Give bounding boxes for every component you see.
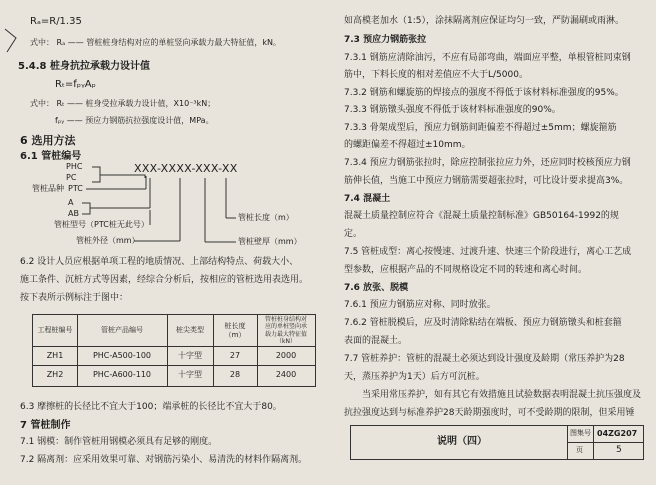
model-label: 管桩型号（PTC桩无此号） (54, 220, 149, 229)
table-cell: 十字型 (178, 370, 202, 379)
model-ab: AB (68, 209, 79, 218)
document-page: Rₐ=R/1.35 式中： Rₐ —— 管桩桩身结构对应的单桩竖向承载力最大特征值，kN。 5.4.8 桩身抗拉承载力设计值 Rₜ=fₚᵧAₚ 式中： Rₜ —— 桩身受拉承载力设计值，X10⁻³kN； fₚᵧ —— 预应力钢筋抗拉强度设计值，MPa。 6 选用方法 6.1 管桩编号 XXX-XXXX-XXX-XX PHC PC 管桩品种 PTC A AB 管桩型号（PTC桩无此号） 管桩外径（mm） 管桩长度（m） 管桩壁厚（mm） 6.2 设计人员应根据单项工程的地质情况、上部结构特点、荷载大小、 施工条件、沉桩方式等因素，经综合分析后，按相应的管桩选用表选用。 按下表所示例标注于图中： 工程桩编号 管桩产品编号 桩尖类型 桩长度 （m） 管桩桩身结构对 应的单桩竖向承 载力最大特征值 （kN） ZH1 PHC-A500-100 十字型 27 2000 ZH2 PHC-A600-110 十字型 28 2400 6.3 摩擦桩的长径比不宜大于100；端承桩的长径比不宜大于80。 7 管桩制作 7.1 钢模：制作管桩用钢模必须具有足够的刚度。 7.2 隔离剂：应采用效果可靠、对钢筋污染小、易清洗的材料作隔离剂。 如高模老加水（1:5），涂抹隔离剂应保证均匀一致，严防漏刷或雨淋。 7.3 预应力钢筋张拉 7.3.1 钢筋应清除油污，不应有局部弯曲，端面应平整，单根管桩同束钢 筋中，下料长度的相对差值应不大于L/5000。 7.3.2 钢筋和螺旋筋的焊接点的强度不得低于该材料标准强度的95%。 7.3.3 钢筋镦头强度不得低于该材料标准强度的90%。 7.3.3 骨架成型后，预应力钢筋间距偏差不得超过±5mm；螺旋箍筋 的螺距偏差不得超过±10mm。 7.3.4 预应力钢筋张拉时，除应控制张拉应力外，还应同时校核预应力钢 筋伸长值，当施工中预应力钢筋需要超张拉时，可比设计要求提高3%。 7.4 混凝土 混凝土质量控制应符合《混凝土质量控制标准》GB50164-1992的规 定。 7.5 管桩成型：离心按慢速、过渡升速、快速三个阶段进行，离心工艺成 型参数，应根据产品的不同规格设定不同的转速和离心时间。 7.6 放张、脱模 7.6.1 预应力钢筋应对称、同时放张。 7.6.2 管桩脱模后，应及时清除粘结在端板、预应力钢筋镦头和桩套箍 表面的混凝土。 7.7 管桩养护：管桩的混凝土必须达到设计强度及龄期（常压养护为28 天，蒸压养护为1天）后方可沉桩。 当采用常压养护，如有其它有效措施且试验数据表明混凝土抗压强度及 说明（四） 图集号 04ZG207 页 5 抗拉强度达到与标准养护28天龄期强度时，可不受龄期的限制，但采用锤 (0, 0, 656, 485)
atlas-label: 图集号 (570, 429, 591, 437)
section-5-4-8: 5.4.8 桩身抗拉承载力设计值 (18, 61, 150, 72)
para-6-2-line1: 6.2 设计人员应根据单项工程的地质情况、上部结构特点、荷载大小、 (20, 257, 299, 267)
diameter-label: 管桩外径（mm） (76, 236, 140, 245)
table-cell: ZH1 (46, 350, 64, 360)
para-7-3-2: 7.3.2 钢筋和螺旋筋的焊接点的强度不得低于该材料标准强度的95%。 (344, 88, 624, 98)
table-cell: PHC-A600-110 (92, 370, 152, 379)
table-cell: 27 (229, 350, 241, 360)
para-7-7-b: 天，蒸压养护为1天）后方可沉桩。 (344, 372, 485, 382)
para-6-2-line3: 按下表所示例标注于图中： (20, 293, 129, 303)
table-header-cell: 工程桩编号 (37, 326, 73, 335)
section-7-4: 7.4 混凝土 (344, 194, 391, 204)
section-6: 6 选用方法 (20, 134, 76, 147)
para-7-3-4-b: 筋伸长值，当施工中预应力钢筋需要超张拉时，可比设计要求提高3%。 (344, 176, 629, 186)
page-number: 5 (616, 445, 622, 455)
pile-selection-table (32, 314, 316, 387)
para-7-3-4-a: 7.3.4 预应力钢筋张拉时，除应控制张拉应力外，还应同时校核预应力钢 (344, 158, 631, 168)
para-7-3-1-a: 7.3.1 钢筋应清除油污，不应有局部弯曲，端面应平整，单根管桩同束钢 (344, 53, 631, 63)
definition-ra: 式中： Rₐ —— 管桩桩身结构对应的单桩竖向承载力最大特征值，kN。 (30, 38, 281, 47)
para-7-7-a: 7.7 管桩养护：管桩的混凝土必须达到设计强度及龄期（常压养护为28 (344, 354, 625, 364)
type-phc: PHC (66, 162, 83, 171)
para-7-6-1: 7.6.1 预应力钢筋应对称、同时放张。 (344, 300, 496, 310)
para-7-6-2-a: 7.6.2 管桩脱模后，应及时清除粘结在端板、预应力钢筋镦头和桩套箍 (344, 318, 622, 328)
para-7-4b: 定。 (344, 229, 363, 239)
sheet-title: 说明（四） (437, 436, 487, 447)
table-header-cell: 管桩产品编号 (101, 326, 143, 335)
type-pc: PC (66, 173, 77, 182)
para-6-2-line2: 施工条件、沉桩方式等因素，经综合分析后，按相应的管桩选用表选用。 (20, 275, 309, 285)
para-7-6-2-b: 表面的混凝土。 (344, 336, 408, 346)
pile-code-template: XXX-XXXX-XXX-XX (134, 162, 238, 175)
section-7-3: 7.3 预应力钢筋张拉 (344, 35, 427, 45)
formula-rt: Rₜ=fₚᵧAₚ (55, 79, 96, 90)
table-cell: PHC-A500-100 (92, 350, 152, 360)
definition-fpy: fₚᵧ —— 预应力钢筋抗拉强度设计值，MPa。 (55, 116, 214, 125)
para-7-1: 7.1 钢模：制作管桩用钢模必须具有足够的刚度。 (20, 437, 218, 447)
atlas-number: 04ZG207 (597, 429, 638, 438)
table-cell: 2000 (275, 350, 297, 360)
para-7-2: 7.2 隔离剂：应采用效果可靠、对钢筋污染小、易清洗的材料作隔离剂。 (20, 455, 308, 465)
section-6-1: 6.1 管桩编号 (20, 151, 82, 162)
para-7-5-b: 型参数，应根据产品的不同规格设定不同的转速和离心时间。 (344, 265, 588, 275)
table-header-cell: 桩长度 （m） (224, 321, 246, 339)
para-7-5-a: 7.5 管桩成型：离心按慢速、过渡升速、快速三个阶段进行，离心工艺成 (344, 247, 632, 257)
para-6-3: 6.3 摩擦桩的长径比不宜大于100；端承桩的长径比不宜大于80。 (20, 402, 282, 412)
title-block (350, 425, 644, 460)
type-name-label: 管桩品种 (32, 184, 64, 193)
table-header-cell: 管桩桩身结构对 应的单桩竖向承 载力最大特征值 （kN） (264, 315, 307, 345)
type-ptc: PTC (68, 184, 83, 193)
table-cell: 28 (229, 370, 241, 379)
length-label: 管桩长度（m） (238, 213, 294, 222)
right-line-1: 如高模老加水（1:5），涂抹隔离剂应保证均匀一致，严防漏刷或雨淋。 (344, 16, 624, 26)
table-header-cell: 桩尖类型 (176, 326, 204, 335)
para-7-3-3b-b: 的螺距偏差不得超过±10mm。 (344, 140, 471, 150)
para-7-4: 混凝土质量控制应符合《混凝土质量控制标准》GB50164-1992的规 (344, 211, 619, 221)
table-cell: 十字型 (178, 350, 202, 360)
para-7-7-c: 当采用常压养护，如有其它有效措施且试验数据表明混凝土抗压强度及 (362, 390, 642, 400)
section-7-6: 7.6 放张、脱模 (344, 283, 409, 293)
para-7-3-3b-a: 7.3.3 骨架成型后，预应力钢筋间距偏差不得超过±5mm；螺旋箍筋 (344, 123, 617, 133)
definition-rt: 式中： Rₜ —— 桩身受拉承载力设计值，X10⁻³kN； (30, 99, 216, 108)
model-a: A (68, 198, 74, 207)
section-7: 7 管桩制作 (20, 420, 71, 431)
wall-label: 管桩壁厚（mm） (238, 237, 302, 246)
table-cell: 2400 (275, 370, 297, 379)
table-cell: ZH2 (46, 370, 64, 379)
para-7-3-3: 7.3.3 钢筋镦头强度不得低于该材料标准强度的90%。 (344, 105, 561, 115)
page-label: 页 (576, 446, 583, 454)
formula-ra: Rₐ=R/1.35 (30, 16, 82, 27)
para-7-3-1-b: 筋中，下料长度的相对差值应不大于L/5000。 (344, 70, 528, 80)
